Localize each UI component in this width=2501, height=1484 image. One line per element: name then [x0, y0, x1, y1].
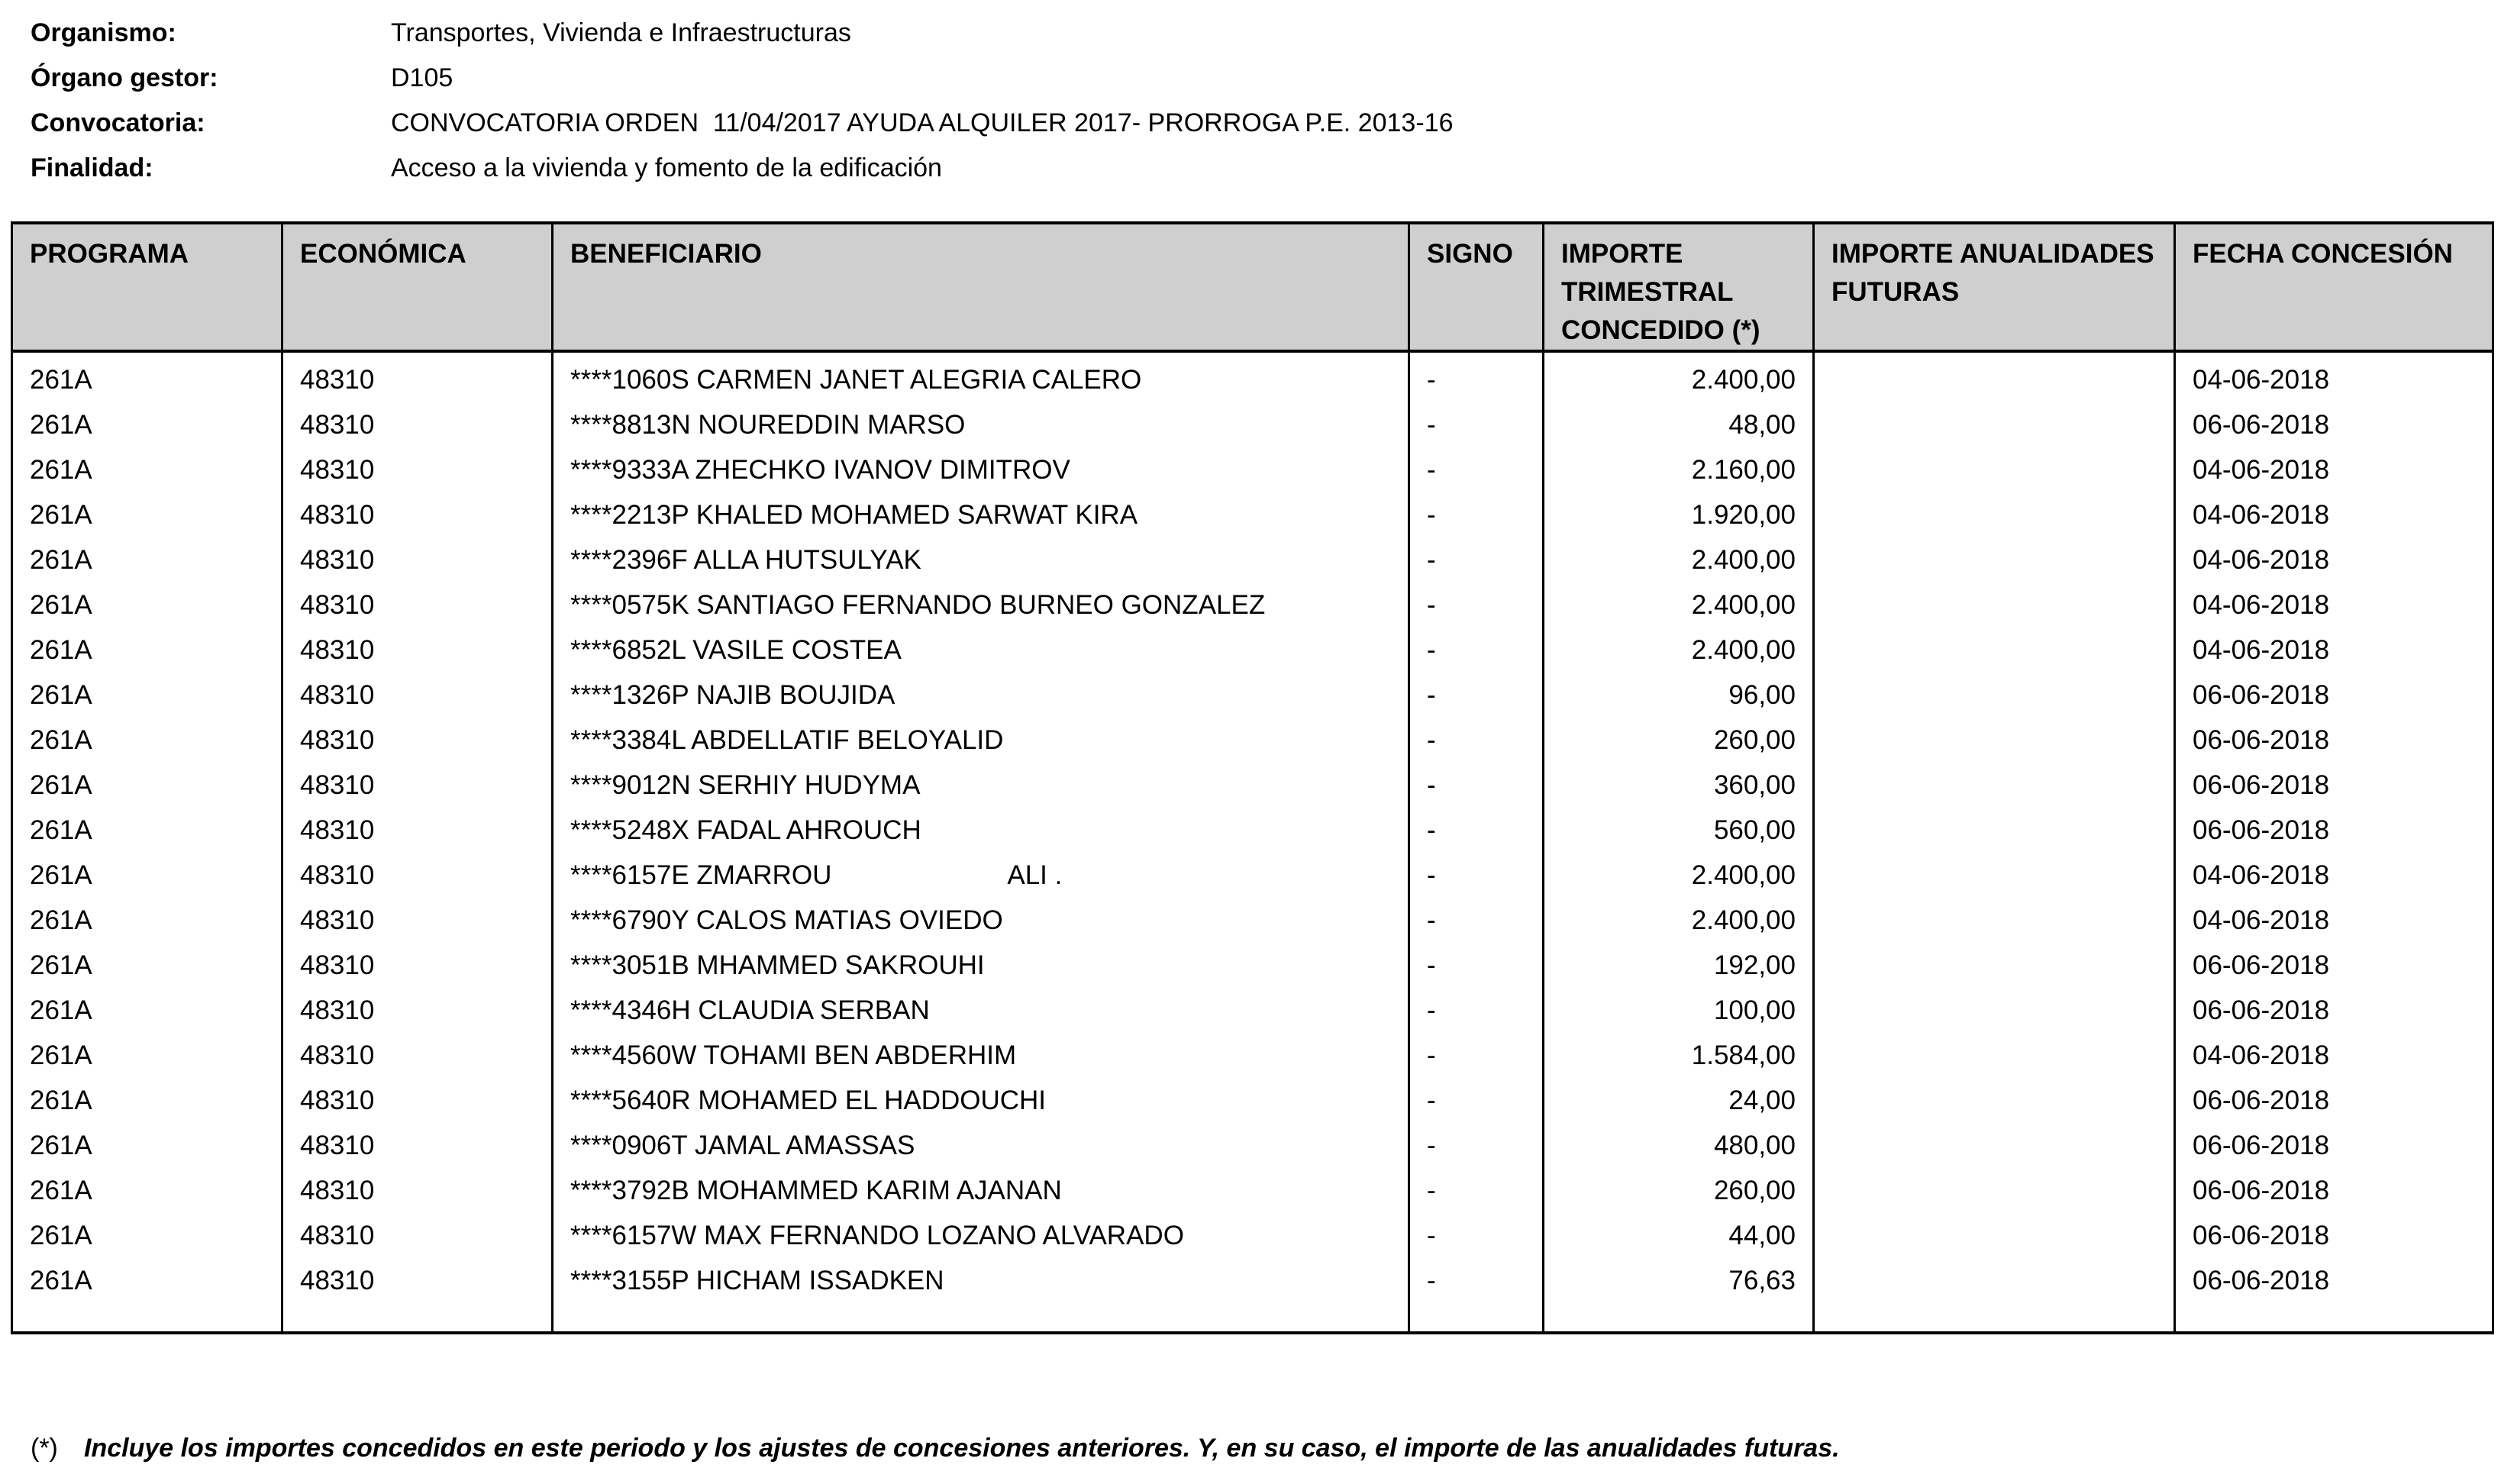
cell-importe-trimestral: 480,00	[1544, 1123, 1814, 1168]
cell-fecha-concesion: 04-06-2018	[2175, 537, 2493, 582]
table-row	[12, 718, 2493, 763]
cell-fecha-concesion: 04-06-2018	[2175, 447, 2493, 492]
table-row	[12, 402, 2493, 447]
cell-economica: 48310	[282, 351, 553, 402]
cell-programa: 261A	[12, 1213, 282, 1258]
cell-beneficiario: ****1326P NAJIB BOUJIDA	[553, 673, 1409, 718]
cell-signo: -	[1409, 1213, 1544, 1258]
cell-economica: 48310	[282, 988, 553, 1033]
cell-programa: 261A	[12, 718, 282, 763]
cell-importe-trimestral: 1.584,00	[1544, 1033, 1814, 1078]
cell-signo: -	[1409, 1168, 1544, 1213]
cell-importe-anualidades	[1814, 853, 2175, 898]
cell-economica: 48310	[282, 537, 553, 582]
cell-importe-trimestral: 2.400,00	[1544, 537, 1814, 582]
cell-fecha-concesion: 04-06-2018	[2175, 853, 2493, 898]
cell-importe-trimestral: 48,00	[1544, 402, 1814, 447]
cell-importe-anualidades	[1814, 1033, 2175, 1078]
cell-fecha-concesion: 06-06-2018	[2175, 718, 2493, 763]
cell-importe-trimestral: 260,00	[1544, 1168, 1814, 1213]
table-body	[12, 351, 2493, 1333]
cell-programa: 261A	[12, 582, 282, 627]
cell-importe-anualidades	[1814, 1078, 2175, 1123]
cell-importe-trimestral: 2.400,00	[1544, 582, 1814, 627]
cell-importe-trimestral: 44,00	[1544, 1213, 1814, 1258]
cell-programa: 261A	[12, 673, 282, 718]
cell-fecha-concesion: 06-06-2018	[2175, 1258, 2493, 1303]
table-row	[12, 988, 2493, 1033]
table-header-row	[12, 223, 2493, 351]
cell-programa: 261A	[12, 808, 282, 853]
cell-beneficiario: ****6790Y CALOS MATIAS OVIEDO	[553, 898, 1409, 943]
cell-importe-anualidades	[1814, 988, 2175, 1033]
document-header	[31, 14, 1453, 194]
cell-importe-trimestral: 360,00	[1544, 763, 1814, 808]
cell-economica: 48310	[282, 898, 553, 943]
cell-signo: -	[1409, 898, 1544, 943]
cell-importe-anualidades	[1814, 1123, 2175, 1168]
cell-beneficiario: ****2213P KHALED MOHAMED SARWAT KIRA	[553, 492, 1409, 537]
cell-economica: 48310	[282, 1078, 553, 1123]
cell-signo: -	[1409, 447, 1544, 492]
cell-beneficiario: ****5248X FADAL AHROUCH	[553, 808, 1409, 853]
cell-signo: -	[1409, 492, 1544, 537]
footnote	[31, 1434, 1840, 1463]
cell-fecha-concesion: 04-06-2018	[2175, 627, 2493, 673]
table-row	[12, 1168, 2493, 1213]
cell-fecha-concesion: 04-06-2018	[2175, 1033, 2493, 1078]
cell-fecha-concesion: 04-06-2018	[2175, 898, 2493, 943]
cell-programa: 261A	[12, 1168, 282, 1213]
cell-importe-anualidades	[1814, 718, 2175, 763]
cell-signo: -	[1409, 537, 1544, 582]
column-header-importe-anualidades: IMPORTE ANUALIDADES FUTURAS	[1814, 223, 2175, 351]
cell-fecha-concesion: 06-06-2018	[2175, 763, 2493, 808]
cell-economica: 48310	[282, 808, 553, 853]
footnote-text: Incluye los importes concedidos en este periodo y los ajustes de concesiones anteriores. Y, en su caso, el importe de las anualidades futuras.	[84, 1434, 1840, 1463]
table-row	[12, 898, 2493, 943]
cell-beneficiario: ****0575K SANTIAGO FERNANDO BURNEO GONZALEZ	[553, 582, 1409, 627]
cell-economica: 48310	[282, 447, 553, 492]
cell-fecha-concesion: 04-06-2018	[2175, 351, 2493, 402]
cell-beneficiario: ****4346H CLAUDIA SERBAN	[553, 988, 1409, 1033]
cell-economica: 48310	[282, 718, 553, 763]
table-row	[12, 1213, 2493, 1258]
cell-signo: -	[1409, 627, 1544, 673]
cell-programa: 261A	[12, 1033, 282, 1078]
table-row	[12, 853, 2493, 898]
beneficiary-name-extra: ALI .	[1007, 860, 1063, 890]
cell-programa: 261A	[12, 943, 282, 988]
cell-beneficiario: ****2396F ALLA HUTSULYAK	[553, 537, 1409, 582]
cell-economica: 48310	[282, 853, 553, 898]
cell-economica: 48310	[282, 763, 553, 808]
organismo-label: Organismo:	[31, 18, 176, 47]
cell-programa: 261A	[12, 1078, 282, 1123]
cell-fecha-concesion: 06-06-2018	[2175, 402, 2493, 447]
cell-signo: -	[1409, 1078, 1544, 1123]
organismo-value: Transportes, Vivienda e Infraestructuras	[391, 18, 851, 47]
cell-importe-anualidades	[1814, 627, 2175, 673]
column-header-economica: ECONÓMICA	[282, 223, 553, 351]
table-row	[12, 537, 2493, 582]
cell-economica: 48310	[282, 582, 553, 627]
finalidad-row	[31, 149, 1453, 194]
cell-fecha-concesion: 06-06-2018	[2175, 673, 2493, 718]
cell-signo: -	[1409, 808, 1544, 853]
cell-beneficiario: ****6157W MAX FERNANDO LOZANO ALVARADO	[553, 1213, 1409, 1258]
cell-importe-trimestral: 2.160,00	[1544, 447, 1814, 492]
cell-fecha-concesion: 06-06-2018	[2175, 943, 2493, 988]
cell-beneficiario: ****9012N SERHIY HUDYMA	[553, 763, 1409, 808]
cell-importe-trimestral: 560,00	[1544, 808, 1814, 853]
cell-programa: 261A	[12, 537, 282, 582]
cell-economica: 48310	[282, 1168, 553, 1213]
cell-beneficiario: ****9333A ZHECHKO IVANOV DIMITROV	[553, 447, 1409, 492]
cell-programa: 261A	[12, 447, 282, 492]
cell-signo: -	[1409, 1033, 1544, 1078]
cell-signo: -	[1409, 1123, 1544, 1168]
finalidad-value: Acceso a la vivienda y fomento de la edificación	[391, 153, 942, 182]
cell-fecha-concesion: 06-06-2018	[2175, 808, 2493, 853]
cell-importe-anualidades	[1814, 763, 2175, 808]
cell-importe-anualidades	[1814, 351, 2175, 402]
cell-beneficiario: ****5640R MOHAMED EL HADDOUCHI	[553, 1078, 1409, 1123]
column-header-signo: SIGNO	[1409, 223, 1544, 351]
cell-programa: 261A	[12, 1123, 282, 1168]
cell-importe-trimestral: 24,00	[1544, 1078, 1814, 1123]
cell-signo: -	[1409, 582, 1544, 627]
cell-importe-trimestral: 260,00	[1544, 718, 1814, 763]
cell-beneficiario: ****3155P HICHAM ISSADKEN	[553, 1258, 1409, 1303]
organo-gestor-label: Órgano gestor:	[31, 63, 218, 92]
cell-programa: 261A	[12, 988, 282, 1033]
cell-signo: -	[1409, 1258, 1544, 1303]
table-row	[12, 1123, 2493, 1168]
cell-economica: 48310	[282, 492, 553, 537]
cell-signo: -	[1409, 763, 1544, 808]
cell-economica: 48310	[282, 402, 553, 447]
cell-beneficiario: ****8813N NOUREDDIN MARSO	[553, 402, 1409, 447]
column-header-fecha-concesion: FECHA CONCESIÓN	[2175, 223, 2493, 351]
cell-beneficiario: ****0906T JAMAL AMASSAS	[553, 1123, 1409, 1168]
cell-economica: 48310	[282, 1033, 553, 1078]
cell-programa: 261A	[12, 853, 282, 898]
convocatoria-label: Convocatoria:	[31, 108, 205, 137]
table-row	[12, 763, 2493, 808]
cell-fecha-concesion: 06-06-2018	[2175, 988, 2493, 1033]
cell-beneficiario: ****6852L VASILE COSTEA	[553, 627, 1409, 673]
cell-programa: 261A	[12, 763, 282, 808]
cell-fecha-concesion: 06-06-2018	[2175, 1078, 2493, 1123]
cell-beneficiario: ****3051B MHAMMED SAKROUHI	[553, 943, 1409, 988]
cell-fecha-concesion: 06-06-2018	[2175, 1213, 2493, 1258]
cell-importe-trimestral: 2.400,00	[1544, 351, 1814, 402]
cell-economica: 48310	[282, 1258, 553, 1303]
cell-signo: -	[1409, 988, 1544, 1033]
cell-economica: 48310	[282, 627, 553, 673]
cell-importe-anualidades	[1814, 808, 2175, 853]
organo-gestor-row	[31, 59, 1453, 104]
cell-importe-trimestral: 2.400,00	[1544, 627, 1814, 673]
cell-importe-anualidades	[1814, 943, 2175, 988]
table-row	[12, 1033, 2493, 1078]
cell-importe-anualidades	[1814, 1258, 2175, 1303]
cell-programa: 261A	[12, 898, 282, 943]
cell-importe-trimestral: 76,63	[1544, 1258, 1814, 1303]
beneficiary-name-part: ****6157E ZMARROU	[570, 860, 832, 890]
cell-importe-anualidades	[1814, 898, 2175, 943]
cell-signo: -	[1409, 351, 1544, 402]
cell-importe-trimestral: 100,00	[1544, 988, 1814, 1033]
cell-importe-trimestral: 1.920,00	[1544, 492, 1814, 537]
organismo-row	[31, 14, 1453, 59]
cell-importe-trimestral: 2.400,00	[1544, 853, 1814, 898]
table-bottom-spacer	[12, 1303, 2493, 1333]
cell-importe-anualidades	[1814, 673, 2175, 718]
table-row	[12, 582, 2493, 627]
cell-signo: -	[1409, 402, 1544, 447]
cell-importe-anualidades	[1814, 492, 2175, 537]
cell-fecha-concesion: 06-06-2018	[2175, 1168, 2493, 1213]
cell-signo: -	[1409, 673, 1544, 718]
cell-beneficiario: ****3792B MOHAMMED KARIM AJANAN	[553, 1168, 1409, 1213]
table-row	[12, 808, 2493, 853]
cell-importe-trimestral: 96,00	[1544, 673, 1814, 718]
finalidad-label: Finalidad:	[31, 153, 153, 182]
cell-beneficiario: ****1060S CARMEN JANET ALEGRIA CALERO	[553, 351, 1409, 402]
footnote-mark: (*)	[31, 1434, 58, 1463]
cell-programa: 261A	[12, 351, 282, 402]
table-row	[12, 492, 2493, 537]
cell-importe-anualidades	[1814, 582, 2175, 627]
cell-fecha-concesion: 04-06-2018	[2175, 582, 2493, 627]
cell-programa: 261A	[12, 1258, 282, 1303]
column-header-programa: PROGRAMA	[12, 223, 282, 351]
cell-importe-anualidades	[1814, 1213, 2175, 1258]
table-row	[12, 447, 2493, 492]
table-row	[12, 673, 2493, 718]
cell-programa: 261A	[12, 492, 282, 537]
cell-programa: 261A	[12, 627, 282, 673]
cell-fecha-concesion: 06-06-2018	[2175, 1123, 2493, 1168]
table-row	[12, 627, 2493, 673]
cell-signo: -	[1409, 943, 1544, 988]
cell-beneficiario	[553, 853, 1409, 898]
cell-programa: 261A	[12, 402, 282, 447]
cell-signo: -	[1409, 718, 1544, 763]
convocatoria-row	[31, 104, 1453, 149]
table-row	[12, 1078, 2493, 1123]
cell-signo: -	[1409, 853, 1544, 898]
cell-importe-anualidades	[1814, 447, 2175, 492]
cell-economica: 48310	[282, 1213, 553, 1258]
grants-table	[11, 221, 2494, 1334]
table-row	[12, 943, 2493, 988]
cell-importe-anualidades	[1814, 537, 2175, 582]
convocatoria-value: CONVOCATORIA ORDEN 11/04/2017 AYUDA ALQUILER 2017- PRORROGA P.E. 2013-16	[391, 108, 1454, 137]
cell-importe-trimestral: 2.400,00	[1544, 898, 1814, 943]
cell-importe-anualidades	[1814, 402, 2175, 447]
cell-beneficiario: ****3384L ABDELLATIF BELOYALID	[553, 718, 1409, 763]
cell-fecha-concesion: 04-06-2018	[2175, 492, 2493, 537]
table-row	[12, 1258, 2493, 1303]
cell-importe-trimestral: 192,00	[1544, 943, 1814, 988]
cell-economica: 48310	[282, 1123, 553, 1168]
organo-gestor-value: D105	[391, 63, 453, 92]
column-header-importe-trimestral: IMPORTE TRIMESTRAL CONCEDIDO (*)	[1544, 223, 1814, 351]
cell-importe-anualidades	[1814, 1168, 2175, 1213]
cell-economica: 48310	[282, 943, 553, 988]
column-header-beneficiario: BENEFICIARIO	[553, 223, 1409, 351]
cell-economica: 48310	[282, 673, 553, 718]
cell-beneficiario: ****4560W TOHAMI BEN ABDERHIM	[553, 1033, 1409, 1078]
table-row	[12, 351, 2493, 402]
